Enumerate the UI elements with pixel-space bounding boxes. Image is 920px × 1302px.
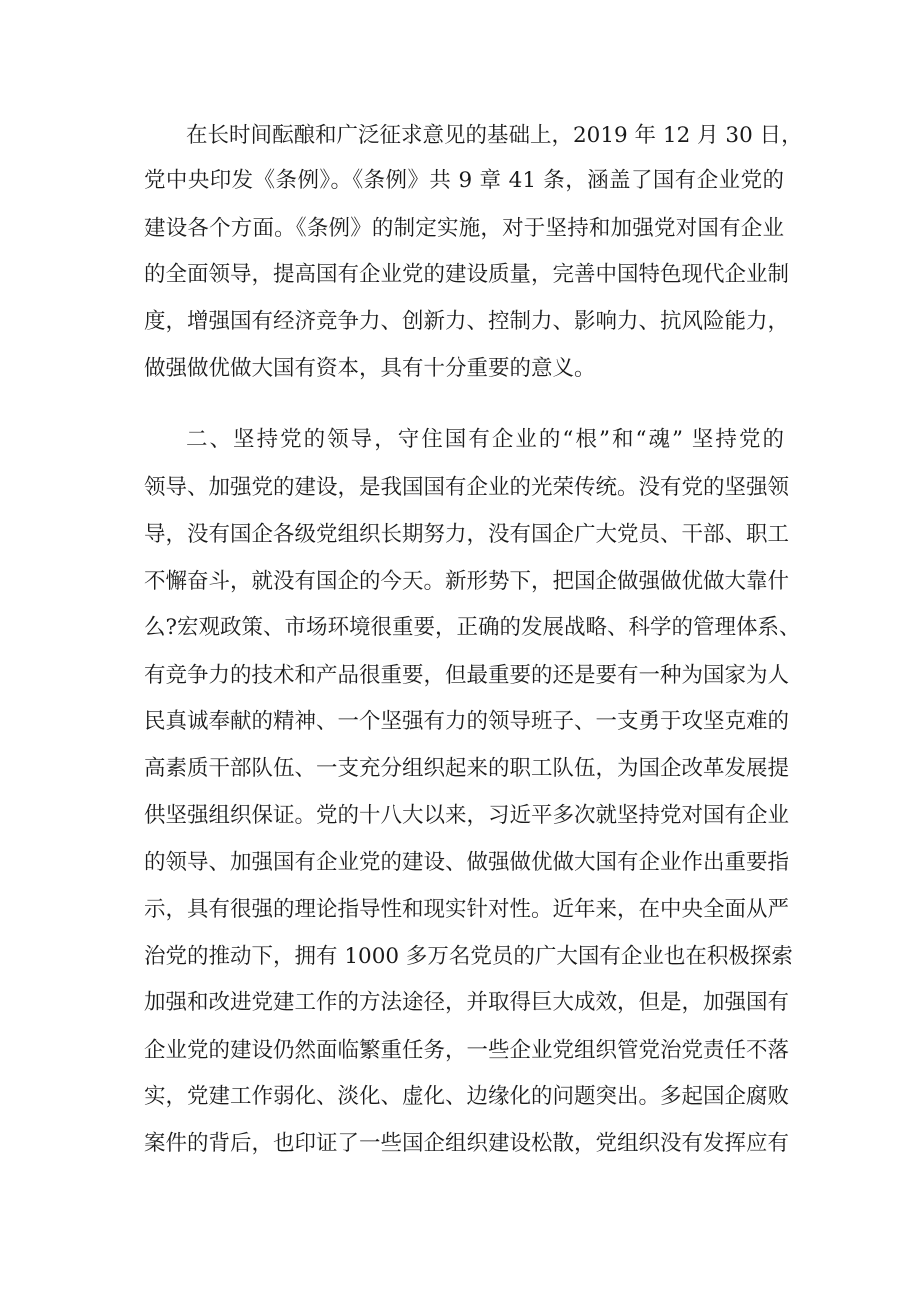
paragraph-2-line-12: 治党的推动下，拥有 1000 多万名党员的广大国有企业也在积极探索 <box>144 944 793 969</box>
paragraph-2-line-14: 企业党的建设仍然面临繁重任务，一些企业党组织管党治党责任不落 <box>144 1038 790 1063</box>
paragraph-1-line-6: 做强做优做大国有资本，具有十分重要的意义。 <box>144 356 596 381</box>
paragraph-2-line-1: 二、坚持党的领导，守住国有企业的“根”和“魂” 坚持党的 <box>186 427 784 452</box>
paragraph-2-line-6: 有竞争力的技术和产品很重要，但最重要的还是要有一种为国家为人 <box>144 663 790 688</box>
paragraph-2-line-13: 加强和改进党建工作的方法途径，并取得巨大成效，但是，加强国有 <box>144 990 790 1015</box>
paragraph-1-line-2: 党中央印发《条例》。《条例》共 9 章 41 条，涵盖了国有企业党的 <box>144 168 784 193</box>
paragraph-2-line-7: 民真诚奉献的精神、一个坚强有力的领导班子、一支勇于攻坚克难的 <box>144 709 790 734</box>
paragraph-2-line-2: 领导、加强党的建设，是我国国有企业的光荣传统。没有党的坚强领 <box>144 475 790 500</box>
paragraph-2-line-10: 的领导、加强国有企业党的建设、做强做优做大国有企业作出重要指 <box>144 850 790 875</box>
paragraph-1-line-3: 建设各个方面。《条例》的制定实施，对于坚持和加强党对国有企业 <box>144 216 784 241</box>
paragraph-2-line-16: 案件的背后，也印证了一些国企组织建设松散，党组织没有发挥应有 <box>144 1131 790 1156</box>
paragraph-2-line-15: 实，党建工作弱化、淡化、虚化、边缘化的问题突出。多起国企腐败 <box>144 1084 790 1109</box>
paragraph-2-line-3: 导，没有国企各级党组织长期努力，没有国企广大党员、干部、职工 <box>144 522 790 547</box>
paragraph-2-line-5: 么?宏观政策、市场环境很重要，正确的发展战略、科学的管理体系、 <box>144 615 801 640</box>
paragraph-1-line-4: 的全面领导，提高国有企业党的建设质量，完善中国特色现代企业制 <box>144 262 790 287</box>
paragraph-2-line-11: 示，具有很强的理论指导性和现实针对性。近年来，在中央全面从严 <box>144 897 790 922</box>
paragraph-2-line-8: 高素质干部队伍、一支充分组织起来的职工队伍，为国企改革发展提 <box>144 756 790 781</box>
paragraph-1-line-5: 度，增强国有经济竞争力、创新力、控制力、影响力、抗风险能力， <box>144 309 790 334</box>
paragraph-2-line-4: 不懈奋斗，就没有国企的今天。新形势下，把国企做强做优做大靠什 <box>144 569 790 594</box>
paragraph-1-line-1: 在长时间酝酿和广泛征求意见的基础上，2019 年 12 月 30 日， <box>186 123 803 148</box>
paragraph-2-line-9: 供坚强组织保证。党的十八大以来，习近平多次就坚持党对国有企业 <box>144 803 790 828</box>
